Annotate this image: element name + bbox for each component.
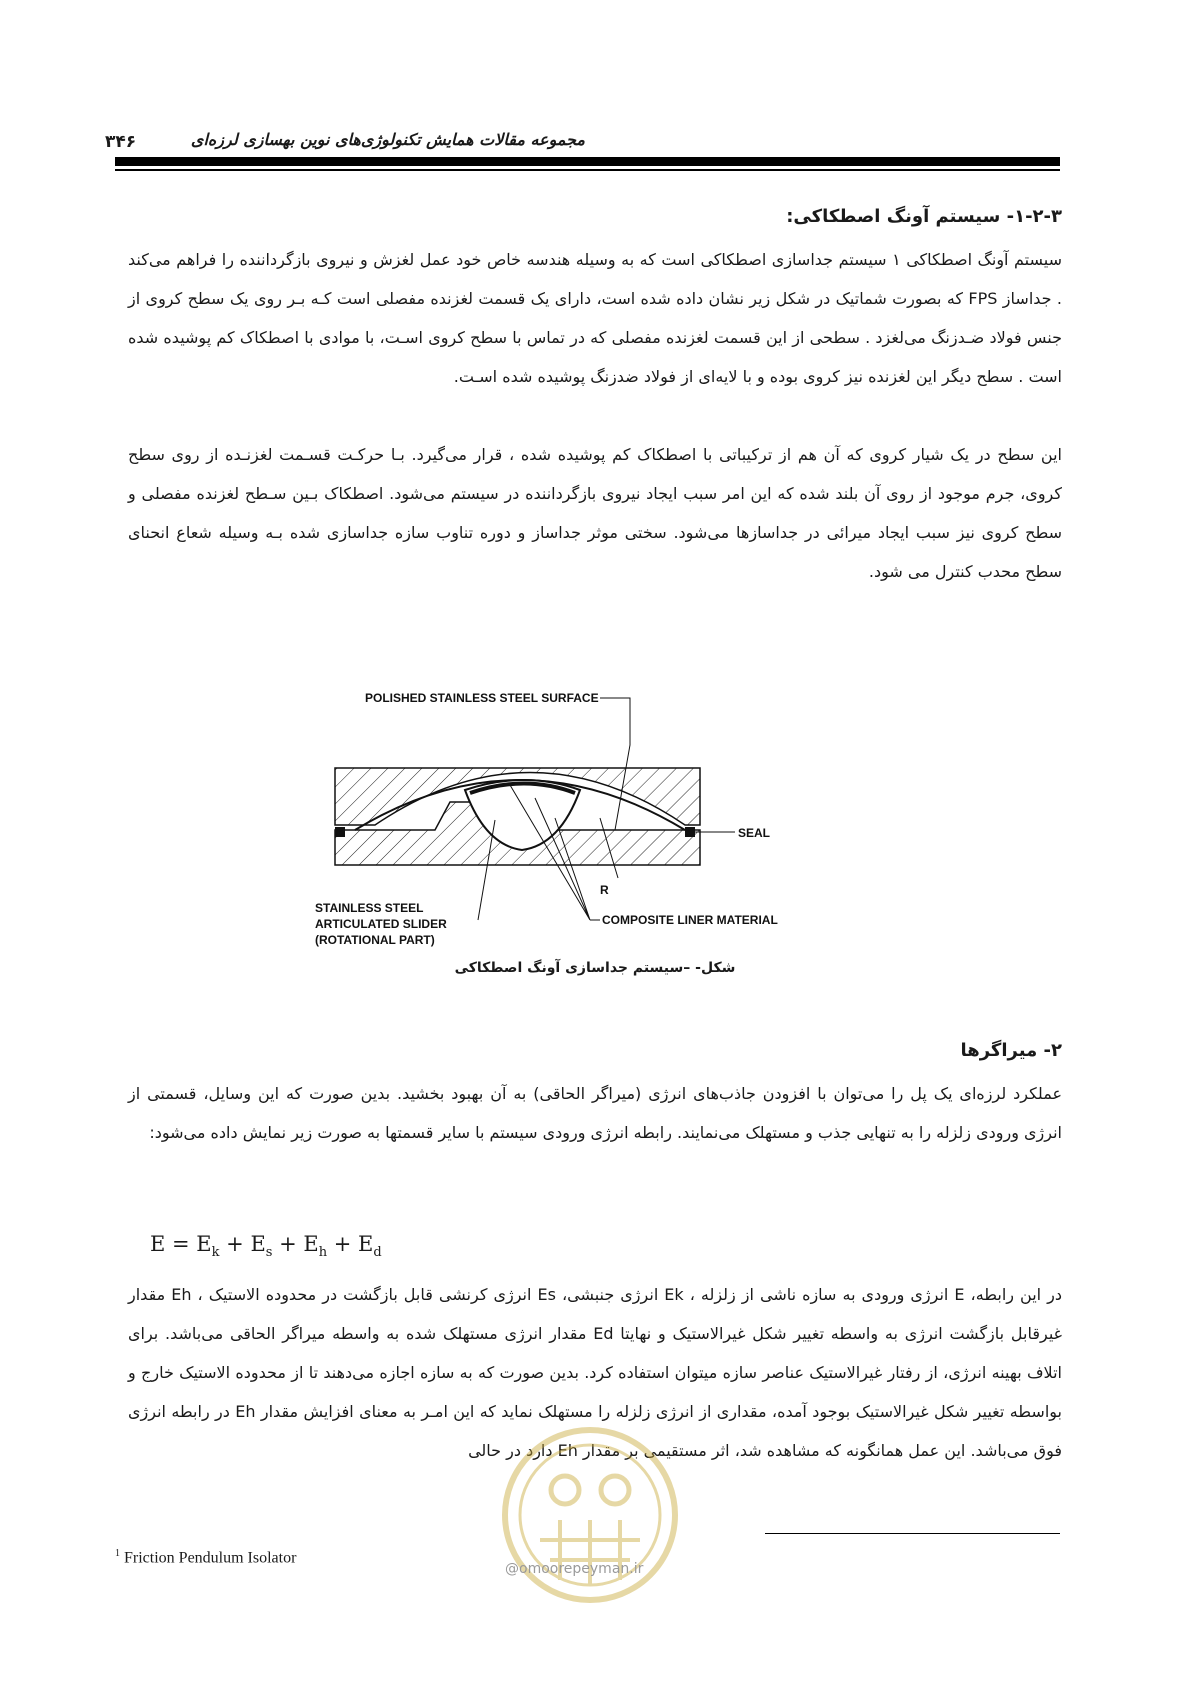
eq-sub: s — [265, 1245, 273, 1261]
section-heading-dampers: ۲- میراگرها — [960, 1040, 1062, 1061]
dampers-paragraph-1 — [128, 1074, 1062, 1152]
eq-part: + E — [327, 1232, 374, 1256]
eq-sub: d — [373, 1245, 382, 1261]
fps-paragraph-1 — [128, 240, 1062, 396]
eq-part: E = E — [150, 1232, 212, 1256]
energy-equation — [150, 1232, 382, 1260]
seal-left — [335, 827, 345, 837]
watermark-graphic — [480, 1420, 700, 1620]
eq-sub: k — [211, 1245, 220, 1261]
paragraph-text: سیستم آونگ اصطکاکی ۱ سیستم جداسازی اصطکاکی است که به وسیله هندسه خاص خود عمل لغزش و نیروی بازگرداننده را فراهم می‌کند . جداساز FPS که بصورت شماتیک در شکل زیر نشان داده شده است، دارای یک قسمت لغزنده مفصلی است کـه بـر روی یک سطح کروی از جنس فولاد ضـدزنگ می‌لغزد . سطحی از این قسمت لغزنده مفصلی که در تماس با سطح کروی اسـت، با موادی با اصطکاک کم پوشیده شده است . سطح دیگر این لغزنده نیز کروی بوده و با لایه‌ای از فولاد ضدزنگ پوشیده شده اسـت. — [128, 250, 1063, 386]
footnote-rule — [765, 1533, 1060, 1534]
label-r: R — [600, 883, 609, 897]
header-rule-thick — [115, 157, 1060, 166]
eq-part: + E — [219, 1232, 266, 1256]
page-number: ۳۴۶ — [105, 132, 137, 152]
label-slider-1: STAINLESS STEEL — [315, 901, 424, 915]
running-title: مجموعه مقالات همایش تکنولوژی‌های نوین بهسازی لرزه‌ای — [190, 130, 585, 149]
label-surface: POLISHED STAINLESS STEEL SURFACE — [365, 691, 599, 705]
footnote-marker: 1 — [115, 1548, 120, 1559]
label-slider-2: ARTICULATED SLIDER — [315, 917, 447, 931]
figure-caption: شکل- –سیستم جداسازی آونگ اصطکاکی — [454, 960, 736, 976]
fps-diagram — [315, 690, 850, 950]
paragraph-text: در این رابطه، E انرژی ورودی به سازه ناشی از زلزله ، Ek انرژی جنبشی، Es انرژی کرنشی قابل بازگشت در محدوده الاستیک ، Eh مقدار غیرقابل بازگشت انرژی به واسطه تغییر شکل غیرالاستیک و نهایتا Ed مقدار انرژی مستهلک شده به واسطه میراگر الحاقی می‌باشد. برای اتلاف بهینه انرژی، از رفتار غیرالاستیک عناصر سازه میتوان استفاده کرد. بدین صورت که به سازه اجازه می‌دهند تا از محدوده الاستیک خارج و بواسطه تغییر شکل غیرالاستیک بوجود آمده، مقداری از انرژی زلزله را مستهلک نماید که این امـر به معنای افزایش مقدار Eh در رابطه انرژی فوق می‌باشد. این عمل همانگونه که مشاهده شد، اثر مستقیمی بر مقدار Eh دارد در حالی — [128, 1285, 1063, 1460]
fps-isolator-figure — [315, 690, 850, 950]
watermark-seal — [480, 1420, 700, 1620]
section-heading-fps: ۱-۲-۳- سیستم آونگ اصطکاکی: — [786, 206, 1062, 227]
label-liner: COMPOSITE LINER MATERIAL — [602, 913, 778, 927]
paragraph-text: عملکرد لرزه‌ای یک پل را می‌توان با افزودن جاذب‌های انرژی (میراگر الحاقی) به آن بهبود بخشید. بدین صورت که این وسایل، قسمتی از انرژی ورودی زلزله را به تنهایی جذب و مستهلک می‌نمایند. رابطه انرژی ورودی سیستم با سایر قسمتها به صورت زیر نمایش داده می‌شود: — [128, 1084, 1062, 1142]
label-seal: SEAL — [738, 826, 771, 840]
leader-surface — [600, 698, 630, 830]
fps-paragraph-2 — [128, 435, 1062, 591]
eq-sub: h — [318, 1245, 328, 1261]
label-slider-3: (ROTATIONAL PART) — [315, 933, 435, 947]
paragraph-text: این سطح در یک شیار کروی که آن هم از ترکیباتی با اصطکاک کم پوشیده شده ، قرار می‌گیرد. بـا حرکـت قسـمت لغزنـده از روی سطح کروی، جرم موجود از روی آن بلند شده که این امر سبب ایجاد نیروی بازگرداننده در سیستم می‌شود. اصطکاک بـین سـطح لغزنده مفصلی و سطح کروی نیز سبب ایجاد میرائی در جداسازها می‌شود. سختی موثر جداساز و دوره تناوب سازه جداسازی شده بـه وسیله شعاع انحنای سطح محدب کنترل می شود. — [128, 445, 1062, 581]
footnote-text: Friction Pendulum Isolator — [120, 1549, 297, 1567]
header-rule-thin — [115, 169, 1060, 171]
watermark-url: @omoorepeyman.ir — [505, 1561, 644, 1577]
footnote — [115, 1548, 296, 1567]
eq-part: + E — [272, 1232, 319, 1256]
